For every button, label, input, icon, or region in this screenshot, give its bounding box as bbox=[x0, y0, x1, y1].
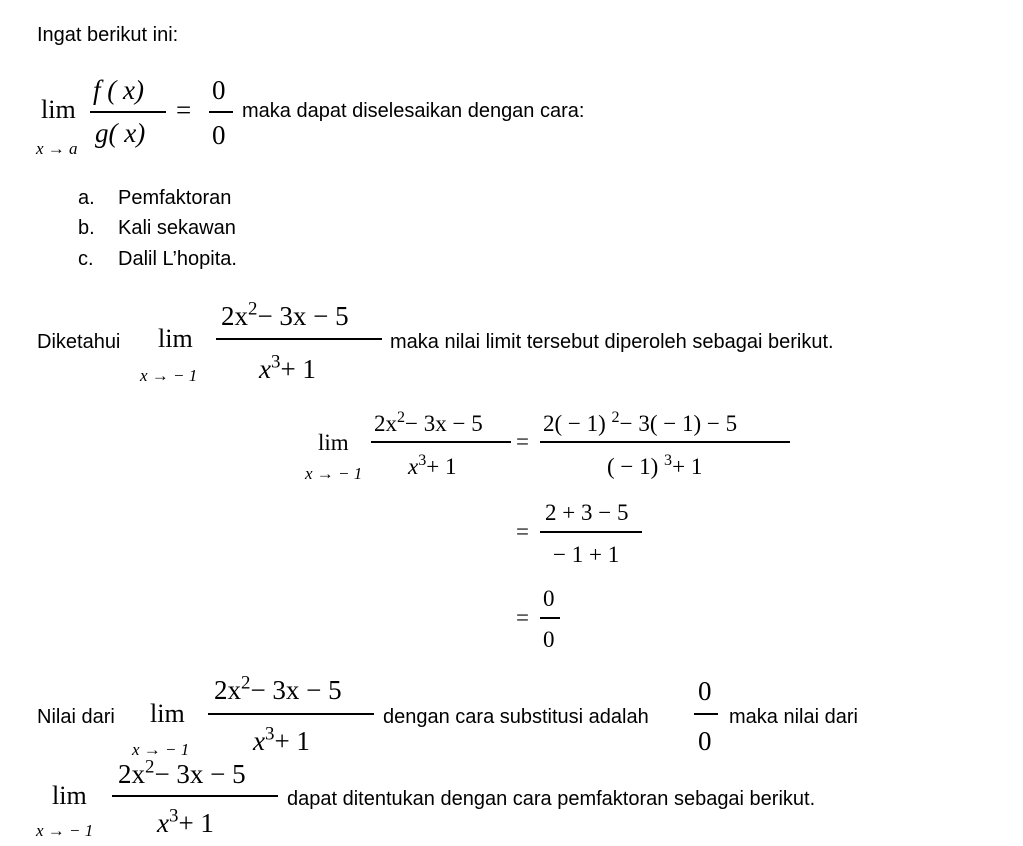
step2-equals: = bbox=[516, 519, 529, 544]
final-lim: lim bbox=[52, 781, 87, 810]
step1-den-exp: 3 bbox=[664, 452, 673, 470]
given-num-exp: 2 bbox=[248, 298, 258, 320]
step3-equals: = bbox=[516, 605, 529, 630]
conclusion-lim: lim bbox=[150, 699, 185, 728]
conclusion-num-b: − 3x − 5 bbox=[250, 675, 342, 705]
rule-numerator: f ( x) bbox=[93, 75, 144, 105]
given-lim-subscript: x → − 1 bbox=[140, 366, 198, 385]
final-numerator bbox=[118, 756, 246, 789]
calc-num-a: 2x bbox=[374, 411, 397, 436]
method-marker-c: c. bbox=[78, 248, 94, 270]
rule-rhs-denominator: 0 bbox=[212, 120, 226, 150]
rule-rhs-numerator: 0 bbox=[212, 75, 226, 105]
given-num-a: 2x bbox=[221, 301, 248, 331]
calc-lim-subscript: x → − 1 bbox=[305, 464, 363, 483]
calc-den-exp: 3 bbox=[418, 452, 427, 470]
calc-fraction-bar bbox=[371, 441, 511, 443]
step3-fraction-bar bbox=[540, 617, 560, 619]
rule-rhs-fraction-bar bbox=[209, 111, 233, 113]
rule-fraction-bar bbox=[90, 111, 166, 113]
conclusion-numerator bbox=[214, 672, 342, 705]
method-marker-b: b. bbox=[78, 217, 95, 239]
conclusion-den-b: + 1 bbox=[274, 726, 310, 756]
conclusion-lim-subscript: x → − 1 bbox=[132, 740, 190, 759]
conclusion-text-2: maka nilai dari bbox=[729, 706, 858, 728]
final-den-b: + 1 bbox=[178, 808, 214, 838]
step1-den-a: ( − 1) bbox=[607, 454, 665, 479]
step2-fraction-bar bbox=[540, 531, 642, 533]
step1-num-exp: 2 bbox=[611, 409, 620, 427]
step3-denominator: 0 bbox=[543, 627, 555, 652]
step2-numerator: 2 + 3 − 5 bbox=[545, 500, 629, 525]
conclusion-den-exp: 3 bbox=[264, 723, 275, 745]
given-fraction-bar bbox=[216, 338, 382, 340]
method-label-b: Kali sekawan bbox=[118, 217, 236, 239]
step1-denominator bbox=[607, 452, 703, 479]
conclusion-frac-bar bbox=[694, 713, 718, 715]
calc-den-a: x bbox=[408, 454, 419, 479]
conclusion-frac-numerator: 0 bbox=[698, 676, 712, 706]
step1-num-b: − 3( − 1) − 5 bbox=[619, 411, 738, 436]
step3-numerator: 0 bbox=[543, 586, 555, 611]
calc-numerator bbox=[374, 409, 483, 436]
rule-denominator: g( x) bbox=[95, 118, 146, 148]
step2-denominator: − 1 + 1 bbox=[553, 542, 620, 567]
rule-equals: = bbox=[176, 95, 192, 125]
given-numerator bbox=[221, 298, 349, 331]
conclusion-num-exp: 2 bbox=[241, 672, 251, 694]
final-fraction-bar bbox=[112, 795, 278, 797]
given-denominator bbox=[259, 351, 316, 384]
calc-den-b: + 1 bbox=[426, 454, 457, 479]
conclusion-den-a: x bbox=[253, 726, 265, 756]
final-denominator bbox=[157, 805, 214, 838]
calc-lim: lim bbox=[318, 430, 349, 455]
conclusion-text-1: dengan cara substitusi adalah bbox=[383, 706, 649, 728]
rule-lim-subscript: x → a bbox=[36, 139, 78, 158]
conclusion-fraction-bar bbox=[208, 713, 374, 715]
method-label-a: Pemfaktoran bbox=[118, 187, 232, 209]
given-text: maka nilai limit tersebut diperoleh sebagai berikut. bbox=[390, 331, 834, 353]
conclusion-frac-denominator: 0 bbox=[698, 726, 712, 756]
calc-num-exp: 2 bbox=[397, 409, 406, 427]
step1-equals: = bbox=[516, 429, 529, 454]
rule-text: maka dapat diselesaikan dengan cara: bbox=[242, 100, 585, 122]
step1-den-b: + 1 bbox=[672, 454, 703, 479]
method-label-c: Dalil L’hopita. bbox=[118, 248, 237, 270]
given-prefix: Diketahui bbox=[37, 331, 121, 353]
rule-lim: lim bbox=[41, 95, 76, 124]
calc-num-b: − 3x − 5 bbox=[405, 411, 483, 436]
calc-denominator bbox=[408, 452, 457, 479]
final-den-a: x bbox=[157, 808, 169, 838]
conclusion-denominator bbox=[253, 723, 310, 756]
intro-text: Ingat berikut ini: bbox=[37, 24, 179, 46]
method-marker-a: a. bbox=[78, 187, 95, 209]
conclusion-num-a: 2x bbox=[214, 675, 241, 705]
final-num-a: 2x bbox=[118, 759, 145, 789]
step1-fraction-bar bbox=[540, 441, 790, 443]
final-den-exp: 3 bbox=[168, 805, 179, 827]
final-num-exp: 2 bbox=[145, 756, 155, 778]
final-num-b: − 3x − 5 bbox=[154, 759, 246, 789]
given-den-b: + 1 bbox=[280, 354, 316, 384]
conclusion-prefix: Nilai dari bbox=[37, 706, 115, 728]
given-lim: lim bbox=[158, 324, 193, 353]
step1-numerator bbox=[543, 409, 738, 436]
step1-num-a: 2( − 1) bbox=[543, 411, 612, 436]
given-den-exp: 3 bbox=[270, 351, 281, 373]
given-den-a: x bbox=[259, 354, 271, 384]
final-lim-subscript: x → − 1 bbox=[36, 821, 94, 840]
given-num-b: − 3x − 5 bbox=[257, 301, 349, 331]
conclusion-text-3: dapat ditentukan dengan cara pemfaktoran sebagai berikut. bbox=[287, 788, 816, 810]
